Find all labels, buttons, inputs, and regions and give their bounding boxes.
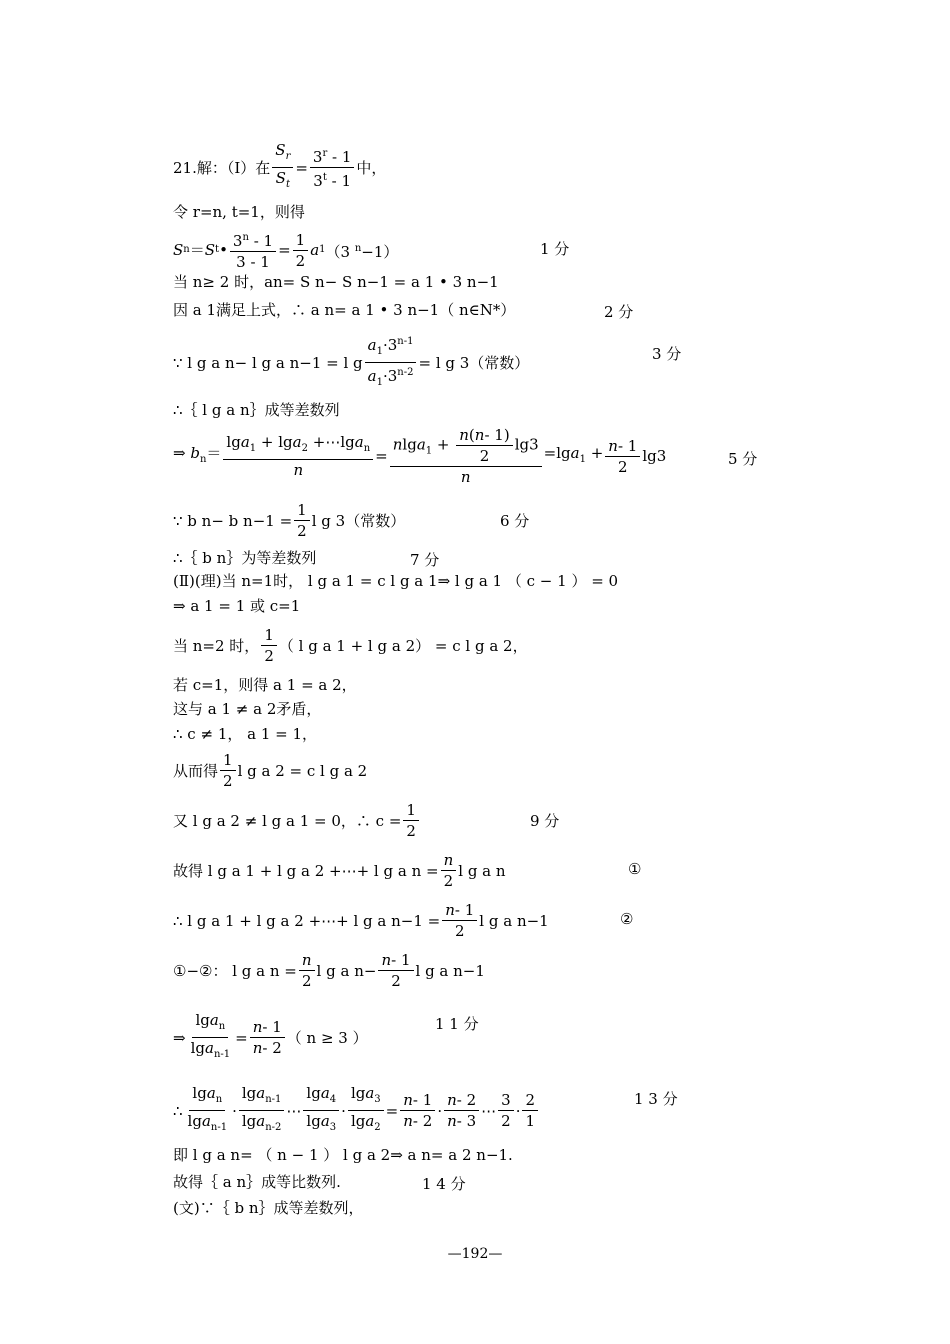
line-2: 令 r=n, t=1，则得 (173, 203, 305, 221)
score-13: 1 3 分 (634, 1090, 678, 1108)
line-8: ⇒ $b_n=$ $\frac{\lg a_1 + \lg a_2 +\cdots\lg a_n}{n}$ = nlga$_1$ + $\frac{n(n- 1)}{2}$ lg3 n =lga$_1$ + $\frac{n- 1}{2}$ lg3 (173, 426, 667, 486)
marker-2: ② (620, 910, 634, 928)
line-20: ∴ l g a 1 + l g a 2 +⋯+ l g a n−1 = $\frac{n- 1}{2}$ l g a n−1 (173, 901, 549, 940)
line-24: 即 l g a n= （ n − 1 ） l g a 2⇒ a n= a 2 n−1. (173, 1146, 513, 1164)
line-7: ∴｛ l g a n｝成等差数列 (173, 401, 340, 419)
line-9: ∵ b n− b n−1 = $\frac{1}{2}$ l g 3（常数） (173, 501, 406, 540)
score-6: 6 分 (500, 512, 530, 530)
line-4: 当 n≥ 2 时，an= S n− S n−1 = a 1 • 3 n−1 (173, 273, 499, 291)
line-17: 从而得 1 2 l g a 2 = c l g a 2 (173, 751, 368, 790)
line-14: 若 c=1，则得 a 1 = a 2， (173, 676, 357, 694)
line-5: 因 a 1满足上式，∴ a n= a 1 • 3 n−1（ n∈N*） (173, 301, 516, 319)
line-11: (Ⅱ)(理)当 n=1时， l g a 1 = c l g a 1⇒ l g a 1 （ c − 1 ） = 0 (173, 572, 619, 590)
score-3: 3 分 (652, 345, 682, 363)
line-1: 21.解：（Ⅰ）在 $\frac{S_r}{S_t}$ = $\frac{3^r - 1}{3^t - 1}$ 中， (173, 140, 386, 195)
score-1: 1 分 (540, 240, 570, 258)
line-21: ①−②： l g a n = $\frac{n}{2}$ l g a n− $\frac{n- 1}{2}$ l g a n−1 (173, 951, 485, 990)
line-19: 故得 l g a 1 + l g a 2 +⋯+ l g a n = $\frac{n}{2}$ l g a n (173, 851, 506, 890)
line-6: ∵ l g a n− l g a n−1 = l g $\frac{a_1\cdot 3^{n-1}}{a_1\cdot 3^{n-2}}$ = l g 3（常数） (173, 332, 529, 393)
score-5: 5 分 (728, 450, 758, 468)
line-13: 当 n=2 时， 1 2 （ l g a 1 + l g a 2） = c l g a 2， (173, 626, 528, 665)
line-1-text: 21.解：（Ⅰ）在 (173, 158, 271, 177)
fraction-3r-3t: $\frac{3^r - 1}{3^t - 1}$ (310, 144, 354, 191)
fraction-sr-st: $\frac{S_r}{S_t}$ (272, 140, 293, 195)
score-2: 2 分 (604, 303, 634, 321)
line-10: ∴｛ b n｝为等差数列 (173, 549, 317, 567)
line-25: 故得｛ a n｝成等比数列. (173, 1173, 341, 1191)
score-7: 7 分 (410, 551, 440, 569)
line-15: 这与 a 1 ≠ a 2矛盾， (173, 700, 322, 718)
line-3: S n ＝ S t • $\frac{3^n - 1}{3 - 1}$ = $\frac{1}{2}$ a 1 （3 $^n$−1） (173, 228, 398, 272)
line-22: ⇒ $\frac{\lg a_n}{\lg a_{n-1}}$ = $\frac{n- 1}{n- 2}$ （ n ≥ 3 ） (173, 1011, 368, 1060)
line-16: ∴ c ≠ 1， a 1 = 1， (173, 725, 318, 743)
line-23: ∴ lga$_n$ lga$_{n-1}$ · lga$_{n-1}$ lga$_{n-2}$ ⋯ lga$_4$ lga$_3$ · $\frac{\lg a_3}{\lg a_2}$ = $\frac{n- 1}{n- 2}$ · n- 2 n- 3 ⋯ 3 2 · 2 1 (173, 1083, 540, 1138)
line-12: ⇒ a 1 = 1 或 c=1 (173, 597, 301, 615)
marker-1: ① (628, 860, 642, 878)
line-18: 又 l g a 2 ≠ l g a 1 = 0，∴ c = $\frac{1}{2}$ (173, 800, 421, 841)
line-26: (文)∵｛ b n｝成等差数列， (173, 1199, 364, 1217)
score-9: 9 分 (530, 812, 560, 830)
score-11: 1 1 分 (435, 1015, 479, 1033)
page-number: —192— (447, 1246, 503, 1262)
score-14: 1 4 分 (422, 1175, 466, 1193)
